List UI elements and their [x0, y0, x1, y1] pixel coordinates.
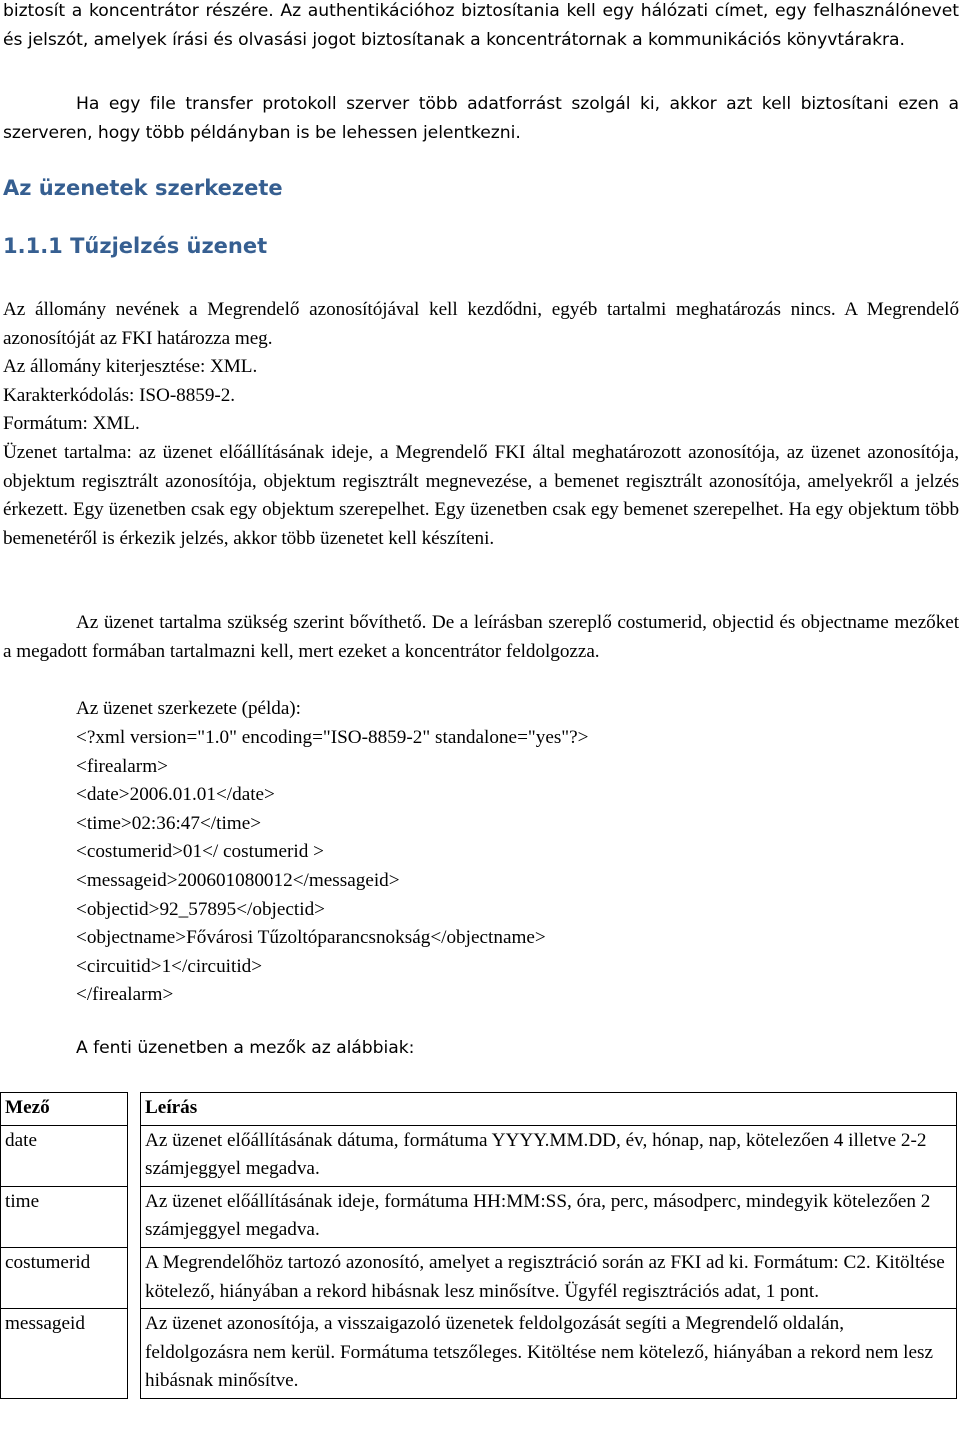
xml-example-block: [3, 724, 588, 1010]
table-row: [1, 1125, 957, 1186]
subsection-heading-fire-alarm-message: 1.1.1 Tűzjelzés üzenet: [3, 234, 268, 258]
xml-line: <date>2006.01.01</date>: [76, 784, 275, 806]
field-description-cell: Az üzenet előállításának ideje, formátuma HH:MM:SS, óra, perc, másodperc, mindegyik kötelezően 2 számjeggyel megadva.: [141, 1186, 957, 1247]
xml-line: <time>02:36:47</time>: [76, 812, 262, 834]
xml-line: <firealarm>: [76, 755, 168, 777]
xml-line: <messageid>200601080012</messageid>: [76, 869, 400, 891]
intro-continuation-paragraph: biztosít a koncentrátor részére. Az authentikációhoz biztosítania kell egy hálózati címet, egy felhasználónevet és jelszót, amelyek írási és olvasási jogot biztosítanak a koncentrátornak a kommunikációs könyvtárakra.: [3, 1, 959, 50]
field-description-cell: Az üzenet azonosítója, a visszaigazoló üzenetek feldolgozását segíti a Megrendelő oldalán, feldolgozásra nem kerül. Formátuma tetszőleges. Kitöltése nem kötelező, hiányában a rekord nem lesz hibásnak minősítve.: [141, 1309, 957, 1399]
xml-line: <objectname>Fővárosi Tűzoltóparancsnokság</objectname>: [76, 927, 546, 949]
table-row: [1, 1186, 957, 1247]
xml-line: <objectid>92_57895</objectid>: [76, 898, 325, 920]
fields-intro-paragraph: A fenti üzenetben a mezők az alábbiak:: [76, 1038, 415, 1058]
field-name-cell: messageid: [1, 1309, 128, 1399]
table-row: [1, 1309, 957, 1399]
xml-line: <costumerid>01</ costumerid >: [76, 841, 324, 863]
field-description-cell: Az üzenet előállításának dátuma, formátuma YYYY.MM.DD, év, hónap, nap, kötelezően 4 illetve 2-2 számjeggyel megadva.: [141, 1125, 957, 1186]
message-content-paragraph: Üzenet tartalma: az üzenet előállításának ideje, a Megrendelő FKI által meghatározott azonosítója, az üzenet azonosítója, objektum regisztrált azonosítója, objektum regisztrált megnevezése, a bemenet regisztrált azonosítója, amelyekről a jelzés érkezett. Egy üzenetben csak egy objektum szerepelhet. Egy üzenetben csak egy bemenet szerepelhet. Ha egy objektum több bemenetéről is érkezik jelzés, akkor több üzenetet kell készíteni.: [3, 441, 959, 549]
field-description-cell: A Megrendelőhöz tartozó azonosító, amelyet a regisztráció során az FKI ad ki. Formátum: C2. Kitöltése kötelező, hiányában a rekord hibásnak lesz minősítve. Ügyfél regisztrációs adat, 1 pont.: [141, 1247, 957, 1308]
field-name-cell: date: [1, 1125, 128, 1186]
file-spec-block: [3, 296, 959, 553]
xml-line: </firealarm>: [76, 984, 174, 1006]
header-description: Leírás: [141, 1093, 957, 1126]
fields-table: [0, 1092, 957, 1399]
field-name-cell: time: [1, 1186, 128, 1247]
xml-line: <circuitid>1</circuitid>: [76, 955, 263, 977]
format-line: Formátum: XML.: [3, 413, 140, 435]
field-name-cell: costumerid: [1, 1247, 128, 1308]
ftp-server-paragraph: Ha egy file transfer protokoll szerver több adatforrást szolgál ki, akkor azt kell biztosítani ezen a szerveren, hogy több példányban is be lehessen jelentkezni.: [3, 94, 959, 143]
table-row: [1, 1247, 957, 1308]
extensible-content-paragraph: Az üzenet tartalma szükség szerint bővíthető. De a leírásban szereplő costumerid, objectid és objectname mezőket a megadott formában tartalmazni kell, mert ezeket a koncentrátor feldolgozza.: [3, 612, 959, 662]
header-field: Mező: [1, 1093, 128, 1126]
example-label: Az üzenet szerkezete (példa):: [76, 698, 301, 719]
file-name-rule-paragraph: Az állomány nevének a Megrendelő azonosítójával kell kezdődni, egyéb tartalmi meghatározás nincs. A Megrendelő azonosítóját az FKI határozza meg.: [3, 299, 959, 349]
table-header-row: [1, 1093, 957, 1126]
encoding-line: Karakterkódolás: ISO-8859-2.: [3, 384, 235, 406]
xml-line: <?xml version="1.0" encoding="ISO-8859-2" standalone="yes"?>: [76, 727, 589, 748]
extension-line: Az állomány kiterjesztése: XML.: [3, 356, 258, 378]
section-heading-message-structure: Az üzenetek szerkezete: [3, 176, 283, 200]
